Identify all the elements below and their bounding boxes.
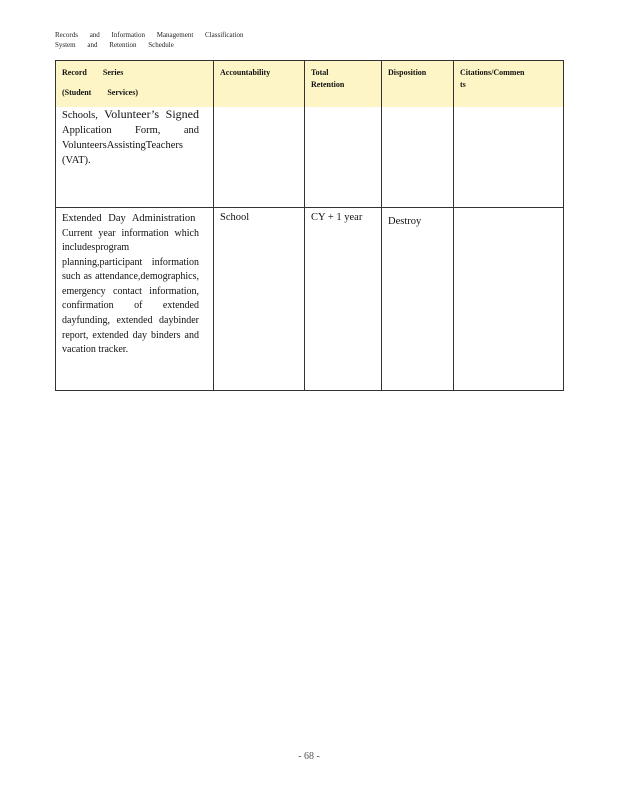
series-description: Current year information which includesprogram planning,participant information such as attendance,demographics, emergency contact information, confirmation of extended dayfunding, extended daybinder report, extended day binders and vacation tracker. <box>62 227 199 356</box>
accountability-cell <box>214 207 305 390</box>
column-header-citations <box>454 61 564 107</box>
table-row <box>56 107 564 208</box>
citations-label-line2: ts <box>460 80 466 89</box>
column-header-accountability <box>214 61 305 107</box>
table-row <box>56 207 564 390</box>
retention-cell <box>305 107 382 208</box>
record-series-text <box>62 107 199 168</box>
record-series-label: Record Series <box>62 68 124 77</box>
record-series-cell <box>56 107 214 208</box>
retention-label: Retention <box>311 80 345 89</box>
accountability-label: Accountability <box>220 68 271 77</box>
column-header-disposition <box>382 61 454 107</box>
disposition-cell <box>382 107 454 208</box>
disposition-value: Destroy <box>388 215 422 227</box>
total-label: Total <box>311 68 329 77</box>
series-emphasis: Volunteer’s Signed <box>104 106 200 121</box>
student-services-label: (Student Services) <box>62 88 138 97</box>
header-line-2: System and Retention Schedule <box>55 41 174 49</box>
accountability-cell <box>214 107 305 208</box>
citations-label-line1: Citations/Commen <box>460 68 525 77</box>
record-series-cell <box>56 207 214 390</box>
header-line-1: Records and Information Management Classification <box>55 31 244 39</box>
accountability-value: School <box>220 211 250 223</box>
disposition-label: Disposition <box>388 68 427 77</box>
series-title: Extended Day Administration <box>62 212 196 224</box>
page-header <box>55 30 244 50</box>
column-header-record-series <box>56 61 214 107</box>
retention-schedule-table <box>55 60 564 391</box>
series-rest: Application Form, and VolunteersAssistingTeachers (VAT). <box>62 124 199 166</box>
disposition-cell <box>382 207 454 390</box>
page-number: - 68 - <box>298 751 320 762</box>
table-header <box>56 61 564 107</box>
column-header-total-retention <box>305 61 382 107</box>
retention-cell <box>305 207 382 390</box>
series-prefix: Schools, <box>62 109 98 121</box>
citations-cell <box>454 207 564 390</box>
retention-value: CY + 1 year <box>311 211 363 223</box>
citations-cell <box>454 107 564 208</box>
citations-value <box>454 208 563 211</box>
